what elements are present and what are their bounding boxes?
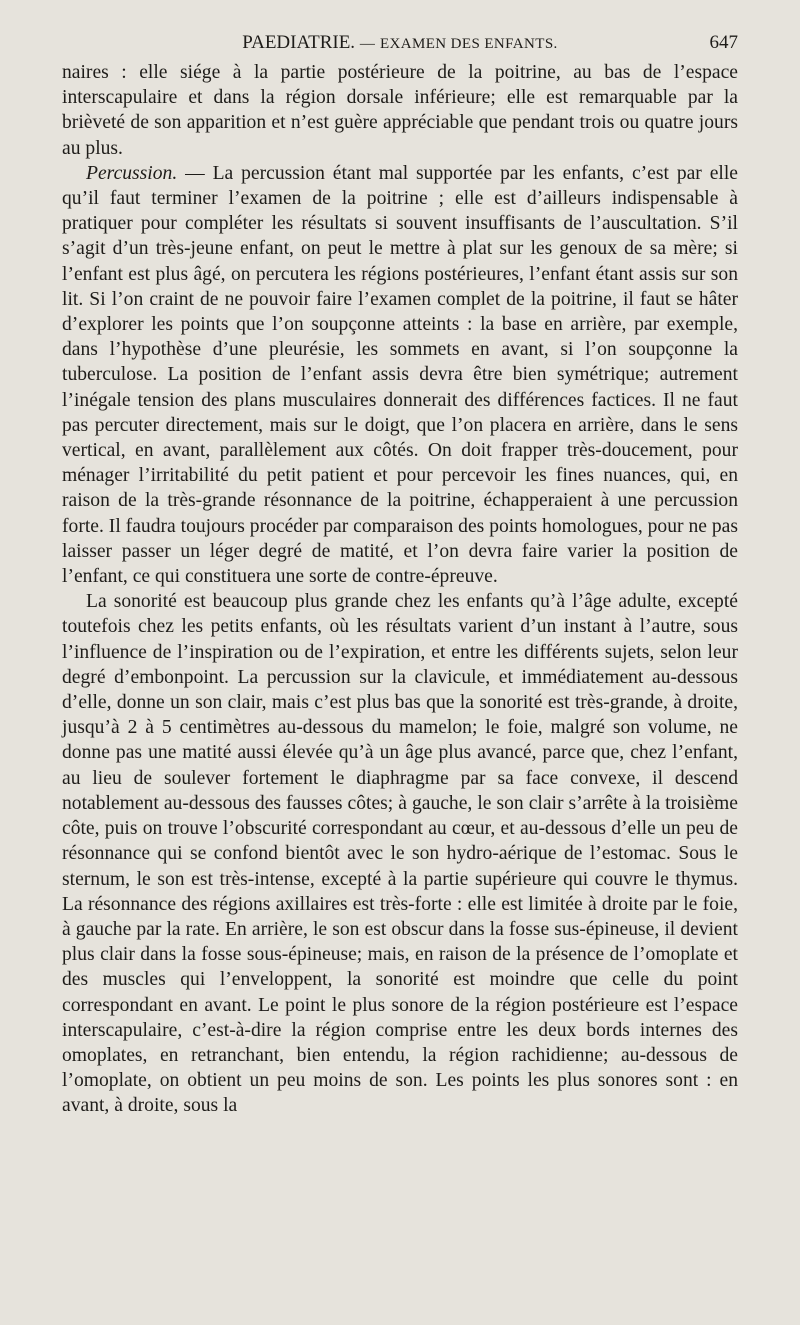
header-title: PAEDIATRIE. (242, 32, 356, 53)
paragraph-percussion (62, 161, 738, 589)
paragraph-text: La sonorité est beaucoup plus grande chez les enfants qu’à l’âge adulte, excepté toutefois chez les petits enfants, où les résultats varient d’un instant à l’autre, sous l’influence de l’inspiration ou de l’expiration, et entre les différents sujets, selon leur degré d’embonpoint. La percussion sur la clavicule, et immédiatement au-dessous d’elle, donne un son clair, mais c’est plus bas que la sonorité est très-grande, à droite, jusqu’à 2 à 5 centimètres au-dessous du mamelon; le foie, malgré son volume, ne donne pas une matité aussi élevée qu’à un âge plus avancé, parce que, chez l’enfant, au lieu de soulever fortement le diaphragme par sa face convexe, il descend notablement au-dessous des fausses côtes; à gauche, le son clair s’arrête à la troisième côte, puis on trouve l’obscurité correspondant au cœur, et au-dessous d’elle un peu de résonnance qui se confond bientôt avec le son hydro-aérique de l’estomac. Sous le sternum, le son est très-intense, excepté à la partie supérieure qui couvre le thymus. La résonnance des régions axillaires est très-forte : elle est limitée à droite par le foie, à gauche par la rate. En arrière, le son est obscur dans la fosse sus-épineuse, il devient plus clair dans la fosse sous-épineuse; mais, en raison de la présence de l’omoplate et des muscles qui l’enveloppent, la sonorité est moindre que celle du point correspondant en avant. Le point le plus sonore de la région postérieure est l’espace interscapulaire, c’est-à-dire la région comprise entre les deux bords internes des omoplates, en retranchant, bien entendu, la région rachidienne; au-dessous de l’omoplate, on obtient un peu moins de son. Les points les plus sonores sont : en avant, à droite, sous la (62, 591, 738, 1117)
paragraph-text: naires : elle siége à la partie postérieure de la poitrine, au bas de l’espace interscapulaire et dans la région dorsale inférieure; elle est remarquable par la brièveté de son apparition et n’est guère appréciable que pendant trois ou quatre jours au plus. (62, 62, 738, 159)
header-subtitle: EXAMEN DES ENFANTS. (379, 36, 558, 52)
paragraph-text: — La percussion étant mal supportée par les enfants, c’est par elle qu’il faut terminer l’examen de la poitrine ; elle est d’ailleurs indispensable à pratiquer pour compléter les résultats si souvent insuffisants de l’auscultation. S’il s’agit d’un très-jeune enfant, on peut le mettre à plat sur les genoux de sa mère; si l’enfant est plus âgé, on percutera les régions postérieures, l’enfant étant assis sur son lit. Si l’on craint de ne pouvoir faire l’examen complet de la poitrine, il faut se hâter d’explorer les points que l’on soupçonne atteints : la base en arrière, par exemple, dans l’hypothèse d’une pleurésie, les sommets en avant, si l’on soupçonne la tuberculose. La position de l’enfant assis devra être bien symétrique; autrement l’inégale tension des plans musculaires donnerait des différences factices. Il ne faut pas percuter directement, mais sur le doigt, que l’on placera en arrière, dans le sens vertical, en avant, parallèlement aux côtés. On doit frapper très-doucement, pour ménager l’irritabilité du petit patient et pour percevoir les fines nuances, qui, en raison de la très-grande résonnance de la poitrine, échapperaient à une percussion forte. Il faudra toujours procéder par comparaison des points homologues, pour ne pas laisser passer un léger degré de matité, et l’on devra faire varier la position de l’enfant, ce qui constituera une sorte de contre-épreuve. (62, 162, 738, 588)
page-number: 647 (709, 32, 738, 53)
paragraph-continuation (62, 60, 738, 161)
section-run-in-heading: Percussion. (86, 162, 178, 184)
running-title (62, 32, 738, 54)
paragraph-sonorite (62, 589, 738, 1118)
header-dash: — (359, 36, 376, 52)
body-text (62, 60, 738, 1119)
running-header (62, 32, 738, 58)
